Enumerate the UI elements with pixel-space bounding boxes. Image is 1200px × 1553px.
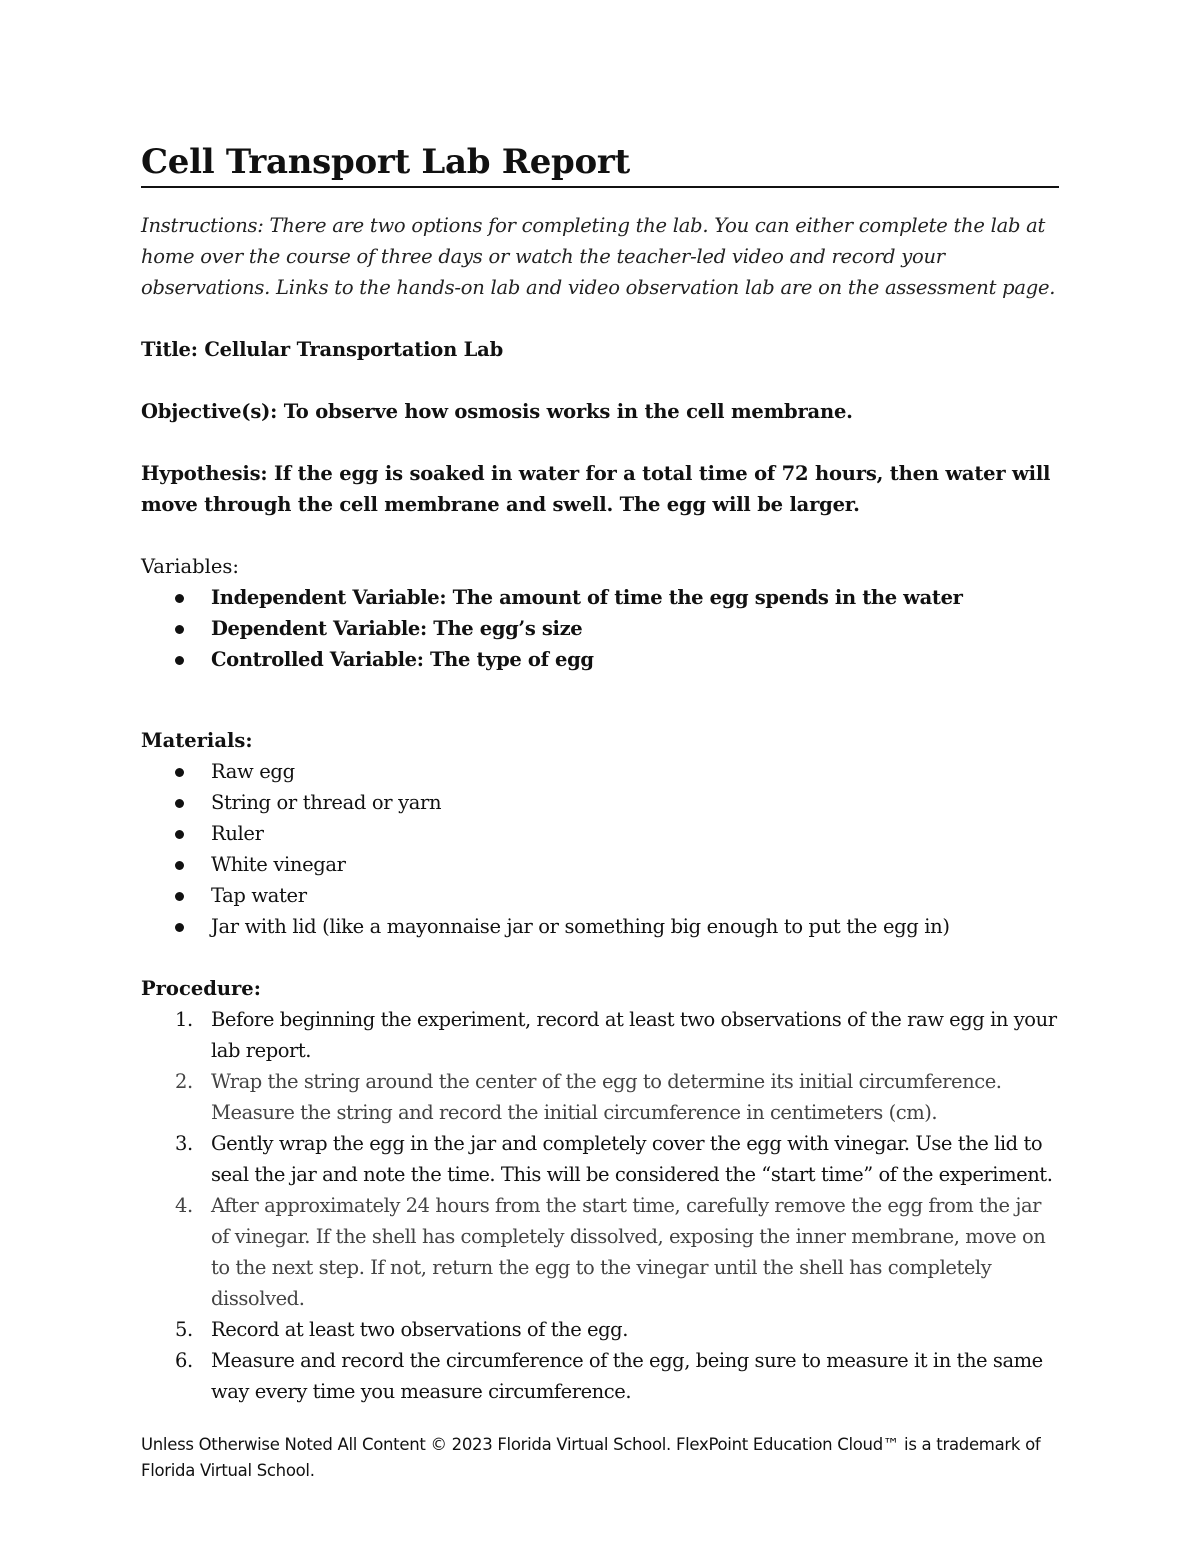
list-item: Dependent Variable: The egg’s size xyxy=(141,613,1059,644)
bullet-icon xyxy=(175,656,184,665)
document-title: Cell Transport Lab Report xyxy=(141,140,1059,188)
list-item: Tap water xyxy=(141,880,1059,911)
copyright-footer: Unless Otherwise Noted All Content © 2023 Florida Virtual School. FlexPoint Education Cloud™ is a trademark of Florida Virtual School. xyxy=(141,1435,1041,1480)
procedure-step: 4. After approximately 24 hours from the start time, carefully remove the egg from the jar of vinegar. If the shell has completely dissolved, exposing the inner membrane, move on to the next step. If not, return the egg to the vinegar until the shell has completely dissolved. xyxy=(175,1194,1046,1310)
list-item: Independent Variable: The amount of time the egg spends in the water xyxy=(141,582,1059,613)
bullet-icon xyxy=(175,830,184,839)
procedure-list xyxy=(141,1004,1059,1407)
list-item: String or thread or yarn xyxy=(141,787,1059,818)
variables-list xyxy=(141,582,1059,675)
variables-heading: Variables: xyxy=(141,555,239,578)
objective-field xyxy=(141,396,1059,427)
title-field-label: Title: xyxy=(141,338,198,361)
hypothesis-field-value: If the egg is soaked in water for a total time of 72 hours, then water will move through the cell membrane and swell. The egg will be larger. xyxy=(141,462,1051,516)
objective-field-label: Objective(s): xyxy=(141,400,278,423)
procedure-step: 3. Gently wrap the egg in the jar and completely cover the egg with vinegar. Use the lid to seal the jar and note the time. This will be considered the “start time” of the experiment. xyxy=(175,1132,1053,1186)
document-page xyxy=(141,140,1059,1407)
bullet-icon xyxy=(175,768,184,777)
list-item: Jar with lid (like a mayonnaise jar or something big enough to put the egg in) xyxy=(141,911,1059,942)
bullet-icon xyxy=(175,594,184,603)
instructions-text: Instructions: There are two options for completing the lab. You can either complete the lab at home over the course of three days or watch the teacher-led video and record your observations. Links to the hands-on lab and video observation lab are on the assessment page. xyxy=(141,214,1056,299)
list-item: White vinegar xyxy=(141,849,1059,880)
list-item: Ruler xyxy=(141,818,1059,849)
hypothesis-field-label: Hypothesis: xyxy=(141,462,268,485)
hypothesis-field xyxy=(141,458,1059,520)
title-field-value: Cellular Transportation Lab xyxy=(204,338,504,361)
objective-field-value: To observe how osmosis works in the cell membrane. xyxy=(283,400,853,423)
procedure-step: 5. Record at least two observations of the egg. xyxy=(175,1318,628,1341)
procedure-step: 2. Wrap the string around the center of the egg to determine its initial circumference. Measure the string and record the initial circumference in centimeters (cm). xyxy=(175,1070,1002,1124)
bullet-icon xyxy=(175,923,184,932)
bullet-icon xyxy=(175,861,184,870)
procedure-step: 1. Before beginning the experiment, record at least two observations of the raw egg in your lab report. xyxy=(175,1008,1057,1062)
list-item: Raw egg xyxy=(141,756,1059,787)
materials-list xyxy=(141,756,1059,942)
procedure-heading: Procedure: xyxy=(141,977,261,1000)
bullet-icon xyxy=(175,625,184,634)
list-item: Controlled Variable: The type of egg xyxy=(141,644,1059,675)
materials-heading: Materials: xyxy=(141,729,253,752)
title-field xyxy=(141,334,1059,365)
bullet-icon xyxy=(175,799,184,808)
procedure-step: 6. Measure and record the circumference of the egg, being sure to measure it in the same way every time you measure circumference. xyxy=(175,1349,1043,1403)
bullet-icon xyxy=(175,892,184,901)
